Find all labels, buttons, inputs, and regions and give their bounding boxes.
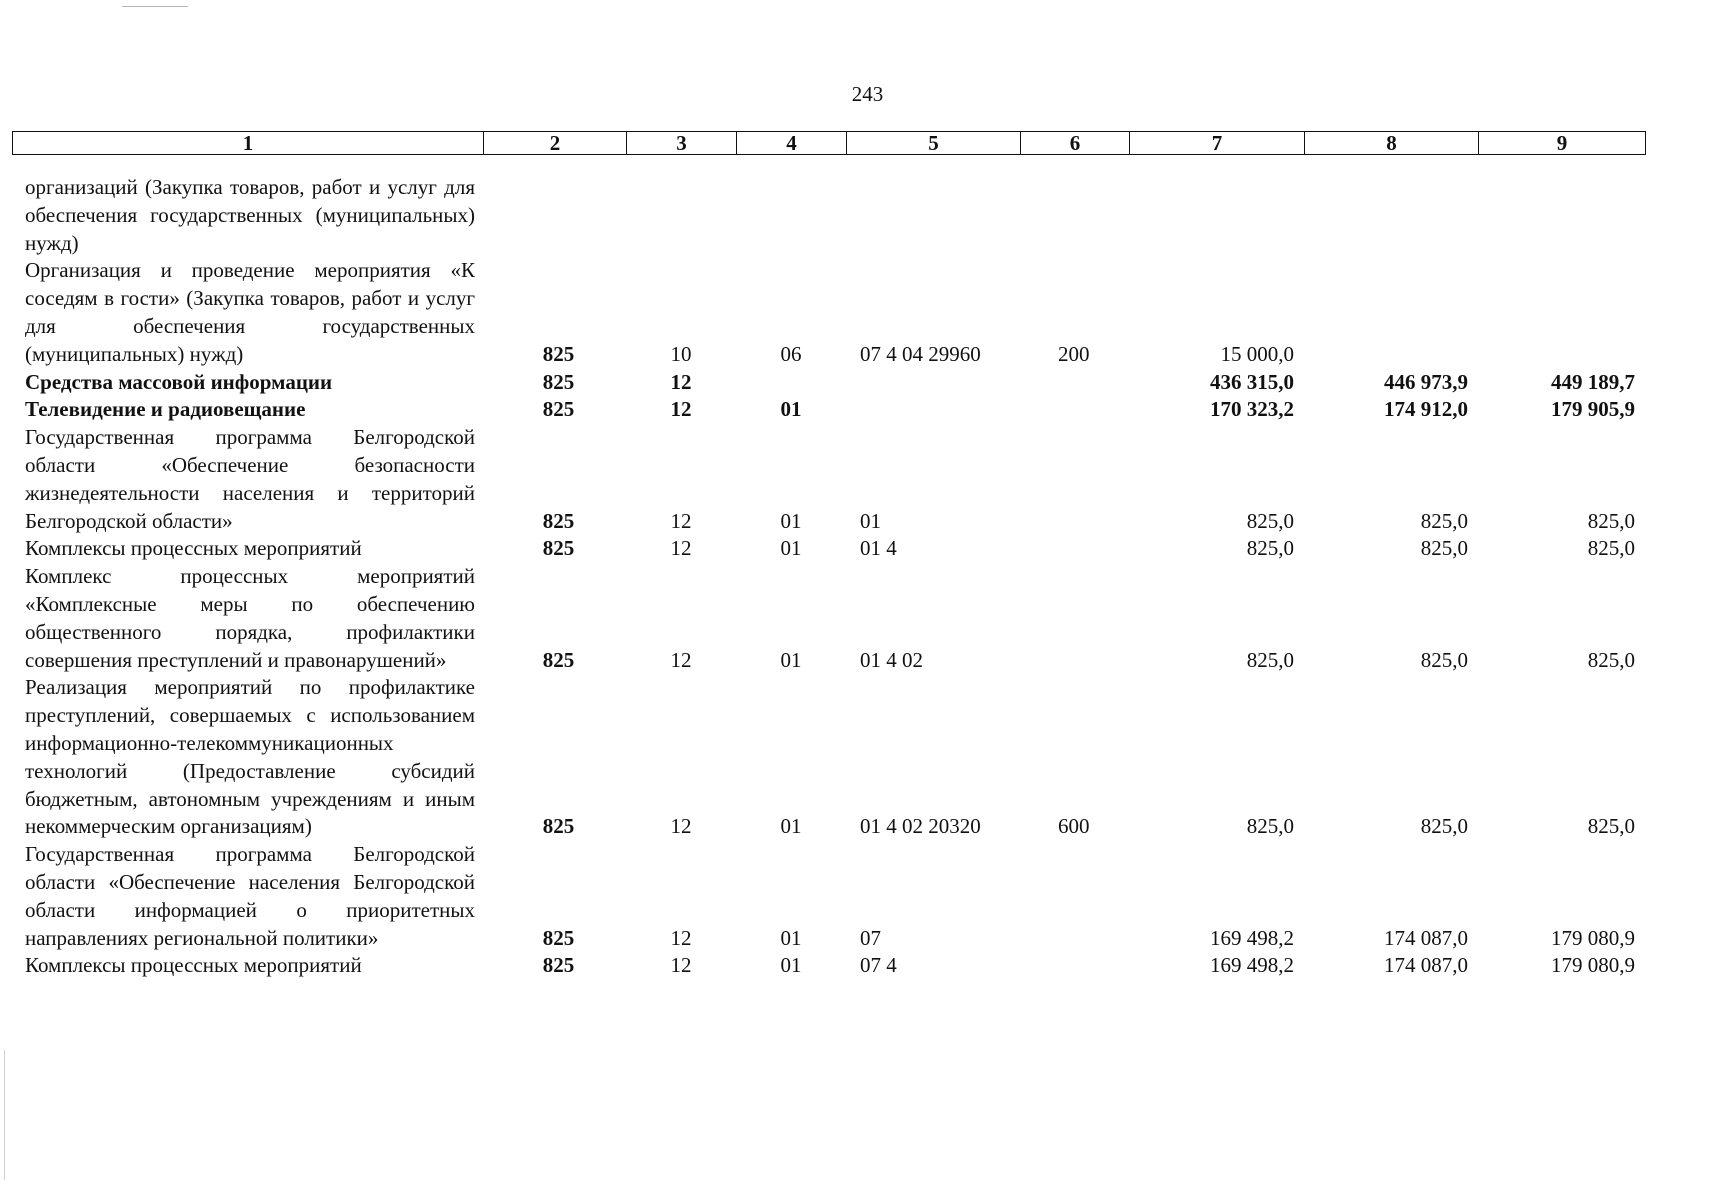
- cell-col-2: 825: [542, 397, 575, 422]
- cell-col-9: 825,0: [1587, 647, 1635, 672]
- cell-col-5: [846, 396, 1020, 424]
- cell-col-5: 01 4 02: [860, 647, 923, 672]
- cell-col-4: [736, 369, 846, 397]
- cell-col-9: 825,0: [1587, 508, 1635, 533]
- cell-col-4: 01: [780, 397, 802, 422]
- table-row: [12, 952, 1645, 980]
- cell-col-5: 01 4: [860, 536, 897, 561]
- cell-col-7: 825,0: [1246, 508, 1294, 533]
- table-row: [12, 369, 1645, 397]
- cell-col-5: 01 4 02 20320: [860, 814, 981, 839]
- cell-col-2: 825: [542, 647, 575, 672]
- cell-col-8: 825,0: [1420, 508, 1468, 533]
- cell-col-3: 12: [670, 508, 692, 533]
- cell-col-7: 170 323,2: [1210, 397, 1294, 422]
- row-name-cell: Государственная программа Белгородской области «Обеспечение безопасности жизнедеятельности населения и территорий Белгородской области»: [25, 425, 475, 533]
- row-name-cell: Комплексы процессных мероприятий: [25, 536, 362, 561]
- cell-col-9: [1478, 174, 1645, 257]
- table-row: [12, 424, 1645, 535]
- cell-col-8: 825,0: [1420, 536, 1468, 561]
- cell-col-8: [1304, 174, 1478, 257]
- cell-col-9: [1478, 257, 1645, 368]
- cell-col-6: 200: [1058, 341, 1090, 366]
- table-row: [12, 535, 1645, 563]
- cell-col-2: 825: [542, 536, 575, 561]
- scan-margin-line: [4, 1050, 5, 1180]
- cell-col-5: 07: [860, 925, 881, 950]
- cell-col-7: 825,0: [1246, 536, 1294, 561]
- cell-col-3: 12: [670, 369, 692, 394]
- cell-col-9: 825,0: [1587, 536, 1635, 561]
- cell-col-3: 12: [670, 953, 692, 978]
- cell-col-2: 825: [542, 953, 575, 978]
- row-name-cell: Комплекс процессных мероприятий «Комплексные меры по обеспечению общественного порядка, профилактики совершения преступлений и правонарушений»: [25, 564, 475, 672]
- table-row: [12, 841, 1645, 952]
- cell-col-4: 01: [780, 508, 802, 533]
- cell-col-7: 169 498,2: [1210, 925, 1294, 950]
- cell-col-5: [846, 369, 1020, 397]
- cell-col-2: 825: [542, 508, 575, 533]
- cell-col-3: 10: [670, 341, 692, 366]
- cell-col-7: 169 498,2: [1210, 953, 1294, 978]
- cell-col-6: [1020, 424, 1129, 535]
- table-row: [12, 396, 1645, 424]
- cell-col-4: [736, 174, 846, 257]
- column-header-7: 7: [1130, 132, 1305, 155]
- column-header-row: [13, 132, 1646, 155]
- table-row: [12, 174, 1645, 257]
- cell-col-7: 15 000,0: [1220, 341, 1294, 366]
- cell-col-5: [846, 174, 1020, 257]
- budget-table: [12, 174, 1645, 980]
- row-name-cell: Организация и проведение мероприятия «К соседям в гости» (Закупка товаров, работ и услуг для обеспечения государственных (муниципальных) нужд): [25, 258, 475, 366]
- cell-col-4: 01: [780, 925, 802, 950]
- row-name-cell: Комплексы процессных мероприятий: [25, 953, 362, 978]
- cell-col-2: 825: [542, 369, 575, 394]
- cell-col-8: 825,0: [1420, 647, 1468, 672]
- cell-col-9: 179 905,9: [1551, 397, 1635, 422]
- table-row: [12, 563, 1645, 674]
- cell-col-8: 825,0: [1420, 814, 1468, 839]
- cell-col-4: 01: [780, 953, 802, 978]
- cell-col-7: 825,0: [1246, 647, 1294, 672]
- cell-col-8: 174 912,0: [1384, 397, 1468, 422]
- cell-col-6: [1020, 174, 1129, 257]
- cell-col-9: 449 189,7: [1551, 369, 1635, 394]
- cell-col-6: [1020, 952, 1129, 980]
- column-header-9: 9: [1479, 132, 1646, 155]
- cell-col-3: 12: [670, 814, 692, 839]
- column-header-3: 3: [627, 132, 737, 155]
- row-name-cell: Реализация мероприятий по профилактике преступлений, совершаемых с использованием информационно-телекоммуникационных технологий (Предоставление субсидий бюджетным, автономным учреждениям и иным некоммерческим организациям): [25, 675, 475, 839]
- column-header-2: 2: [484, 132, 627, 155]
- column-header-4: 4: [737, 132, 847, 155]
- cell-col-6: [1020, 563, 1129, 674]
- cell-col-8: 446 973,9: [1384, 369, 1468, 394]
- row-name-cell: организаций (Закупка товаров, работ и услуг для обеспечения государственных (муниципальных) нужд): [25, 175, 475, 255]
- column-header-6: 6: [1021, 132, 1130, 155]
- page-number: 243: [851, 82, 884, 106]
- cell-col-4: 01: [780, 536, 802, 561]
- cell-col-3: 12: [670, 397, 692, 422]
- cell-col-9: 179 080,9: [1551, 925, 1635, 950]
- cell-col-4: 01: [780, 647, 802, 672]
- cell-col-6: [1020, 396, 1129, 424]
- cell-col-6: [1020, 535, 1129, 563]
- cell-col-2: [483, 174, 626, 257]
- cell-col-3: 12: [670, 536, 692, 561]
- cell-col-8: [1304, 257, 1478, 368]
- cell-col-7: 436 315,0: [1210, 369, 1294, 394]
- cell-col-5: 07 4: [860, 953, 897, 978]
- cell-col-8: 174 087,0: [1384, 925, 1468, 950]
- cell-col-4: 06: [780, 341, 802, 366]
- cell-col-2: 825: [542, 341, 575, 366]
- column-header-1: 1: [13, 132, 484, 155]
- cell-col-2: 825: [542, 925, 575, 950]
- cell-col-3: [626, 174, 736, 257]
- cell-col-9: 825,0: [1587, 814, 1635, 839]
- row-name-cell: Средства массовой информации: [25, 369, 333, 394]
- column-header-table: [12, 131, 1646, 155]
- table-row: [12, 674, 1645, 841]
- cell-col-3: 12: [670, 647, 692, 672]
- cell-col-2: 825: [542, 814, 575, 839]
- cell-col-6: 600: [1058, 814, 1090, 839]
- cell-col-5: 01: [860, 508, 881, 533]
- cell-col-7: [1129, 174, 1304, 257]
- cell-col-7: 825,0: [1246, 814, 1294, 839]
- cell-col-8: 174 087,0: [1384, 953, 1468, 978]
- column-header-8: 8: [1305, 132, 1479, 155]
- cell-col-9: 179 080,9: [1551, 953, 1635, 978]
- cell-col-4: 01: [780, 814, 802, 839]
- table-row: [12, 257, 1645, 368]
- row-name-cell: Телевидение и радиовещание: [25, 397, 306, 422]
- column-header-5: 5: [847, 132, 1021, 155]
- cell-col-3: 12: [670, 925, 692, 950]
- row-name-cell: Государственная программа Белгородской области «Обеспечение населения Белгородской области информацией о приоритетных направлениях региональной политики»: [25, 842, 475, 950]
- cell-col-6: [1020, 841, 1129, 952]
- cell-col-5: 07 4 04 29960: [860, 341, 981, 366]
- budget-table-body: [12, 174, 1645, 980]
- cell-col-6: [1020, 369, 1129, 397]
- scan-artifact-line: [122, 6, 188, 7]
